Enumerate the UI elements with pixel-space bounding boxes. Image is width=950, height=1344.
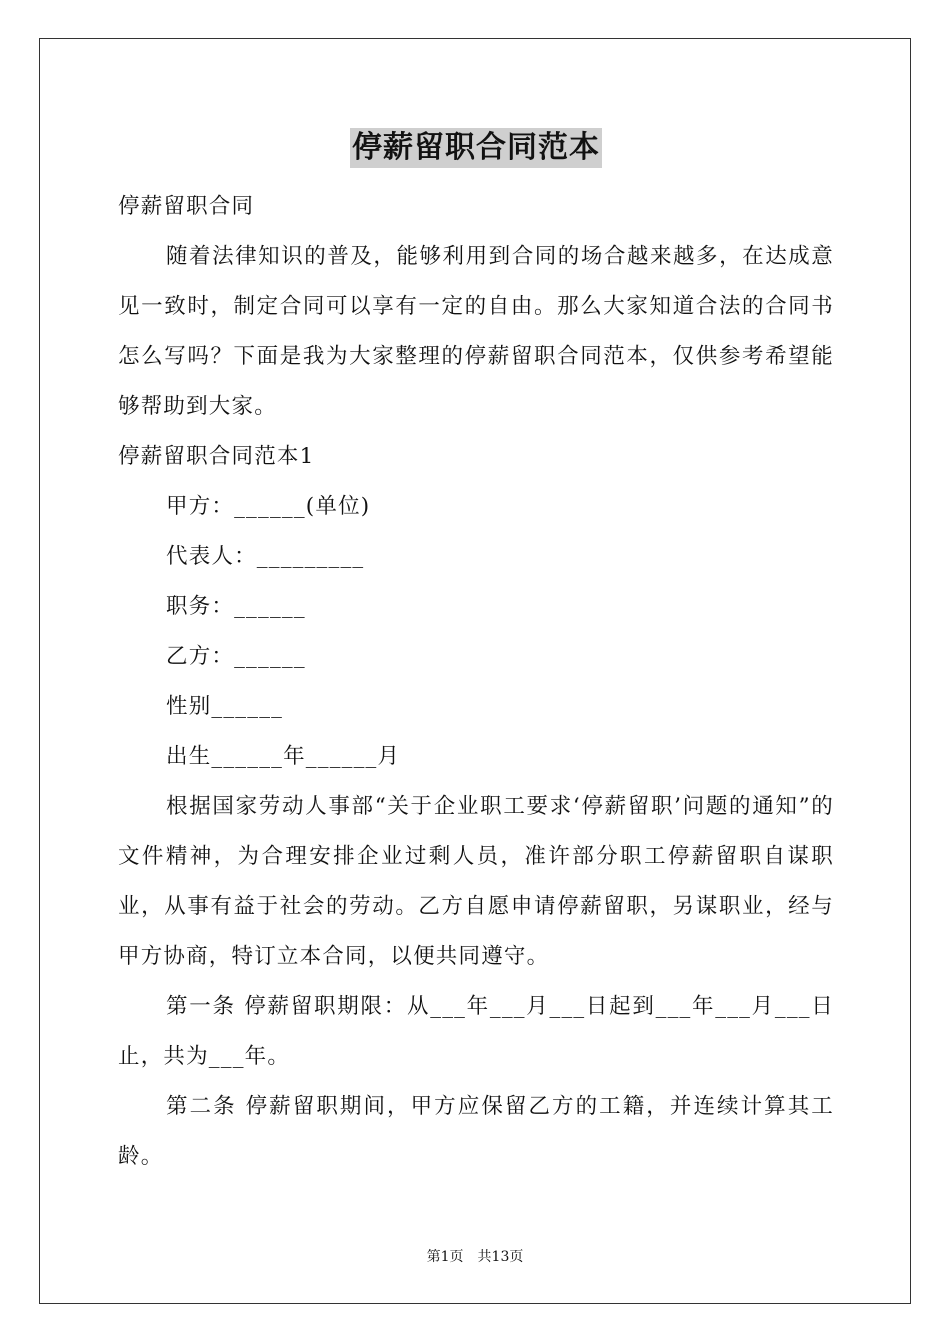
field-gender: 性别______ <box>166 694 284 719</box>
article-1: 第一条 停薪留职期限：从___年___月___日起到___年___月___日止，共为___年。 <box>118 994 834 1069</box>
paragraph-heading: 停薪留职合同 <box>118 194 255 219</box>
page-footer: 第1页 共13页 <box>426 1249 524 1265</box>
title-wrap <box>118 128 834 172</box>
document-body <box>118 128 834 1182</box>
paragraph-intro: 随着法律知识的普及，能够利用到合同的场合越来越多，在达成意见一致时，制定合同可以享有一定的自由。那么大家知道合法的合同书怎么写吗？下面是我为大家整理的停薪留职合同范本，仅供参考希望能够帮助到大家。 <box>118 244 834 419</box>
field-birth: 出生______年______月 <box>166 744 401 769</box>
paragraph-section-title: 停薪留职合同范本1 <box>118 444 315 469</box>
paragraph-basis: 根据国家劳动人事部“关于企业职工要求‘停薪留职’问题的通知”的文件精神，为合理安排企业过剩人员，准许部分职工停薪留职自谋职业，从事有益于社会的劳动。乙方自愿申请停薪留职，另谋职业，经与甲方协商，特订立本合同，以便共同遵守。 <box>118 794 834 969</box>
article-2: 第二条 停薪留职期间，甲方应保留乙方的工籍，并连续计算其工龄。 <box>118 1094 834 1169</box>
field-position: 职务：______ <box>166 594 306 619</box>
field-representative: 代表人：_________ <box>166 544 365 569</box>
field-party-a: 甲方：______(单位) <box>166 494 371 519</box>
document-title: 停薪留职合同范本 <box>350 128 602 168</box>
field-party-b: 乙方：______ <box>166 644 306 669</box>
